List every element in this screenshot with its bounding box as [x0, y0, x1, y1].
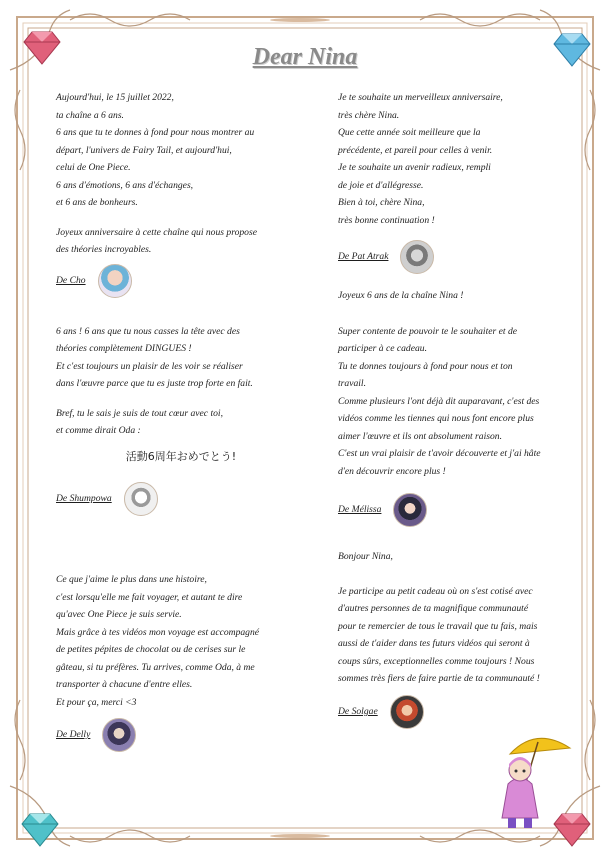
- girl-umbrella-illustration: [488, 732, 578, 832]
- message-melissa: Joyeux 6 ans de la chaîne Nina !: [338, 290, 464, 301]
- japanese-greeting: 活動6周年おめでとう!: [125, 449, 237, 463]
- avatar-cho: [98, 264, 132, 298]
- message-solgae: Bonjour Nina,: [338, 551, 393, 562]
- signature-delly: De Delly: [56, 715, 306, 755]
- teal-gem-icon: [20, 812, 60, 848]
- avatar-pat-atrak: [400, 240, 434, 274]
- signature-melissa: De Mélissa: [338, 490, 558, 530]
- message-shumpowa: 6 ans ! 6 ans que tu nous casses la tête avec des théories complètement DINGUES ! Et c'est toujours un plaisir de les voir se réaliser dans l'œuvre parce que tu es juste trop forte en fait.: [56, 325, 253, 389]
- message-delly: Ce que j'aime le plus dans une histoire, c'est lorsqu'elle me fait voyager, et autant te dire qu'avec One Piece je suis servie. Mais grâce à tes vidéos mon voyage est accompagné de petites pépites de chocolat ou de cerises sur le gâteau, si tu préfères. Tu arrives, comme Oda, à me transporter à chacune d'entre elles. Et pour ça, merci <3: [56, 574, 260, 708]
- page-title: Dear Nina: [252, 44, 358, 70]
- signature-pat-atrak: De Pat Atrak: [338, 237, 558, 277]
- avatar-melissa: [393, 493, 427, 527]
- left-column: Aujourd'hui, le 15 juillet 2022, ta chaîne a 6 ans. 6 ans que tu te donnes à fond pour nous montrer au départ, l'univers de Fairy Tail, et aujourd'hui, celui de One Piece. 6 ans d'émotions, 6 ans d'échanges, et 6 ans de bonheurs. Joyeux anniversaire à cette chaîne qui nous propose des théories incroyables. De Cho 6 ans ! 6 ans que tu nous casses la tête avec des théories complètement DINGUES ! Et c'est toujours un plaisir de les voir se réaliser dans l'œuvre parce que tu es juste trop forte en fait. Bref, tu le sais je suis de tout cœur avec toi, et comme dirait Oda : 活動6周年おめでとう! De Shumpowa Ce que j'aime le plus dans une histoire, c'est lorsqu'elle me fait voyager, et autant te dire qu'avec One Piece je suis servie. Mais grâce à tes vidéos mon voyage est accompagné de petites pépites de chocolat ou de cerises sur le gâteau, si tu préfères. Tu arrives, comme Oda, à me transporter à chacune d'entre elles. Et pour ça, merci <3 De Delly: [56, 89, 306, 755]
- signature-solgae: De Solgae: [338, 692, 558, 732]
- signature-shumpowa: De Shumpowa: [56, 479, 306, 519]
- avatar-solgae: [390, 695, 424, 729]
- avatar-shumpowa: [124, 482, 158, 516]
- message-pat-atrak: Je te souhaite un merveilleux anniversaire, très chère Nina. Que cette année soit meilleure que la précédente, et pareil pour celles à venir. Je te souhaite un avenir radieux, rempli de joie et d'allégresse. Bien à toi, chère Nina, très bonne continuation !: [338, 92, 503, 226]
- message-cho: Aujourd'hui, le 15 juillet 2022, ta chaîne a 6 ans. 6 ans que tu te donnes à fond pour nous montrer au départ, l'univers de Fairy Tail, et aujourd'hui, celui de One Piece. 6 ans d'émotions, 6 ans d'échanges, et 6 ans de bonheurs.: [56, 92, 255, 208]
- avatar-delly: [102, 718, 136, 752]
- right-column: Je te souhaite un merveilleux anniversaire, très chère Nina. Que cette année soit meilleure que la précédente, et pareil pour celles à venir. Je te souhaite un avenir radieux, rempli de joie et d'allégresse. Bien à toi, chère Nina, très bonne continuation ! De Pat Atrak Joyeux 6 ans de la chaîne Nina ! Super contente de pouvoir te le souhaiter et de participer à ce cadeau. Tu te donnes toujours à fond pour nous et ton travail. Comme plusieurs l'ont déjà dit auparavant, c'est des vidéos comme les tiennes qui nous font encore plus aimer l'œuvre et ils ont absolument raison. C'est un vrai plaisir de t'avoir découverte et j'ai hâte d'en découvrir encore plus ! De Mélissa Bonjour Nina, Je participe au petit cadeau où on s'est cotisé avec d'autres personnes de ta magnifique communauté pour te remercier de tous le travail que tu fais, mais aussi de t'aider dans tes futurs vidéos qui seront à coups sûrs, exceptionnelles comme toujours ! Nous sommes très fiers de faire partie de ta communauté ! De Solgae: [338, 89, 558, 732]
- signature-cho: De Cho: [56, 261, 306, 301]
